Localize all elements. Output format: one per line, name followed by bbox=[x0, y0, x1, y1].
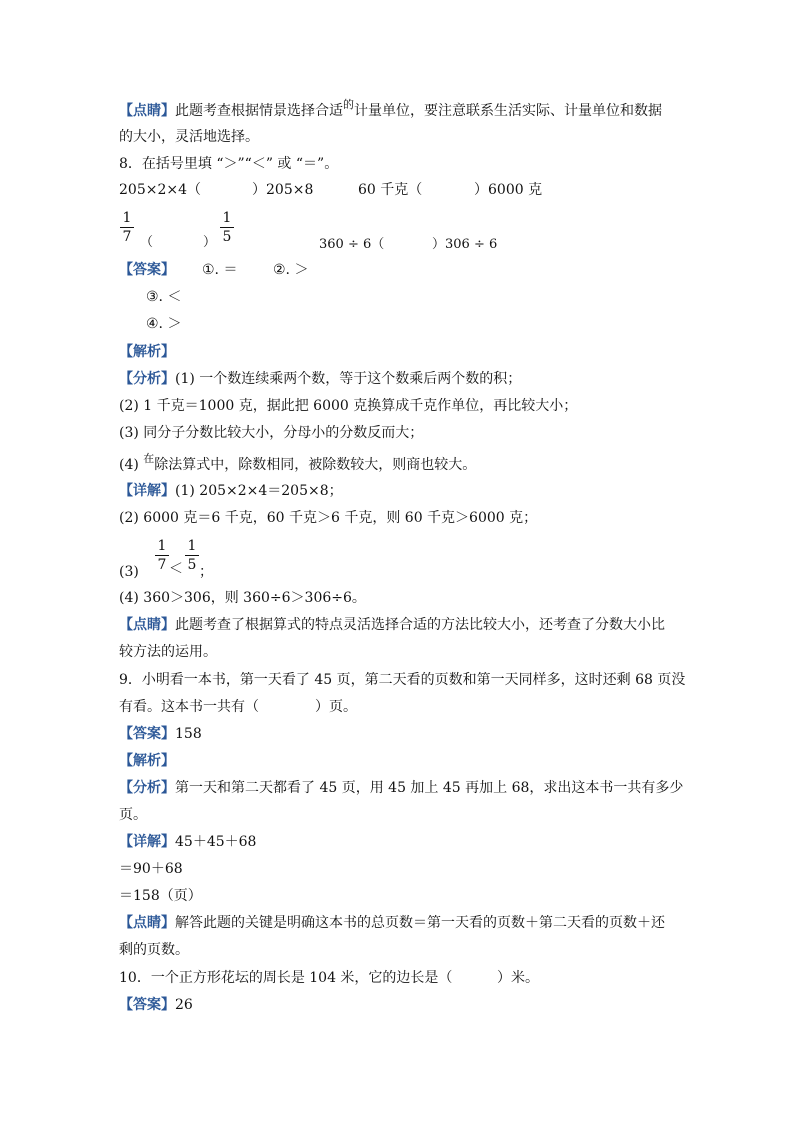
q8-xiangjie-fraction-1-7: 1 7 bbox=[155, 538, 169, 573]
q9-xiangjie-3: ＝158（页） bbox=[119, 888, 202, 904]
q8-r1b: ）205×8 bbox=[252, 182, 314, 198]
q10-answer: 【答案】26 bbox=[119, 997, 193, 1013]
q8-r2b: ） bbox=[203, 235, 217, 250]
q9-dianjing-2: 剩的页数。 bbox=[119, 942, 189, 958]
q8-r1a: 205×2×4（ bbox=[119, 182, 201, 198]
q9-text-1: 9．小明看一本书，第一天看了 45 页，第二天看的页数和第一天同样多，这时还剩 68 页没 bbox=[119, 672, 686, 688]
q8-fraction-1-7: 1 7 bbox=[120, 210, 134, 245]
q10-text-1: 10．一个正方形花坛的周长是 104 米，它的边长是（ bbox=[119, 970, 453, 986]
q8-fenxi-4: (4) $^在$除法算式中，除数相同，被除数较大，则商也较大。 bbox=[119, 452, 477, 473]
q9-jiexi: 【解析】 bbox=[119, 753, 175, 769]
q8-fenxi-1: 【分析】(1) 一个数连续乘两个数，等于这个数乘后两个数的积； bbox=[119, 371, 522, 387]
q9-text-2b: ）页。 bbox=[315, 699, 357, 715]
q9-xiangjie-2: ＝90＋68 bbox=[119, 861, 183, 877]
q8-jiexi: 【解析】 bbox=[119, 344, 175, 360]
q8-answer-4: ④. ＞ bbox=[146, 316, 182, 332]
q8-answer-tag: 【答案】 bbox=[119, 262, 175, 278]
dianjing-line-1: 【点睛】此题考查根据情景选择合适$^的$计量单位，要注意联系生活实际、计量单位和数据 bbox=[119, 98, 662, 119]
q8-answer-2: ②. ＞ bbox=[273, 262, 309, 278]
q8-xiangjie-3-end: ； bbox=[199, 564, 213, 580]
q9-dianjing-1: 【点睛】解答此题的关键是明确这本书的总页数＝第一天看的页数＋第二天看的页数＋还 bbox=[119, 915, 665, 931]
q8-xiangjie-2: (2) 6000 克＝6 千克，60 千克＞6 千克，则 60 千克＞6000 克； bbox=[119, 510, 538, 526]
q8-xiangjie-4: (4) 360＞306，则 360÷6＞306÷6。 bbox=[119, 590, 366, 606]
q10-text-1b: ）米。 bbox=[497, 970, 539, 986]
q8-fenxi-3: (3) 同分子分数比较大小，分母小的分数反而大； bbox=[119, 425, 424, 441]
q8-r1c: 60 千克（ bbox=[358, 182, 423, 198]
q8-r2a: （ bbox=[140, 235, 154, 250]
q8-answer-3: ③. ＜ bbox=[146, 289, 182, 305]
q8-xiangjie-less-than: ＜ bbox=[169, 561, 183, 577]
q9-answer: 【答案】158 bbox=[119, 726, 202, 742]
q8-dianjing-2: 较方法的运用。 bbox=[119, 644, 217, 660]
q8-fenxi-2: (2) 1 千克＝1000 克，据此把 6000 克换算成千克作单位，再比较大小； bbox=[119, 398, 578, 414]
q8-fraction-1-5: 1 5 bbox=[220, 210, 234, 245]
q9-fenxi-2: 页。 bbox=[119, 807, 147, 823]
q9-fenxi-1: 【分析】第一天和第二天都看了 45 页，用 45 加上 45 再加上 68，求出这本书一共有多少 bbox=[119, 780, 684, 796]
q8-r2d: ）306 ÷ 6 bbox=[432, 237, 498, 252]
q8-r2c: 360 ÷ 6（ bbox=[319, 237, 385, 252]
q9-text-2: 有看。这本书一共有（ bbox=[119, 699, 259, 715]
dianjing-tag: 【点睛】 bbox=[119, 103, 175, 119]
q8-answer-1: ①. ＝ bbox=[202, 262, 238, 278]
q8-xiangjie-fraction-1-5: 1 5 bbox=[185, 538, 199, 573]
q8-r1d: ）6000 克 bbox=[474, 182, 543, 198]
q8-dianjing-1: 【点睛】此题考查了根据算式的特点灵活选择合适的方法比较大小，还考查了分数大小比 bbox=[119, 617, 665, 633]
q8-title: 8．在括号里填 “＞”“＜” 或 “＝”。 bbox=[119, 156, 339, 172]
q9-xiangjie-1: 【详解】45＋45＋68 bbox=[119, 834, 257, 850]
q8-xiangjie-1: 【详解】(1) 205×2×4＝205×8； bbox=[119, 483, 343, 499]
q8-xiangjie-3-label: (3) bbox=[119, 564, 139, 580]
dianjing-line-2: 的大小，灵活地选择。 bbox=[119, 129, 259, 145]
